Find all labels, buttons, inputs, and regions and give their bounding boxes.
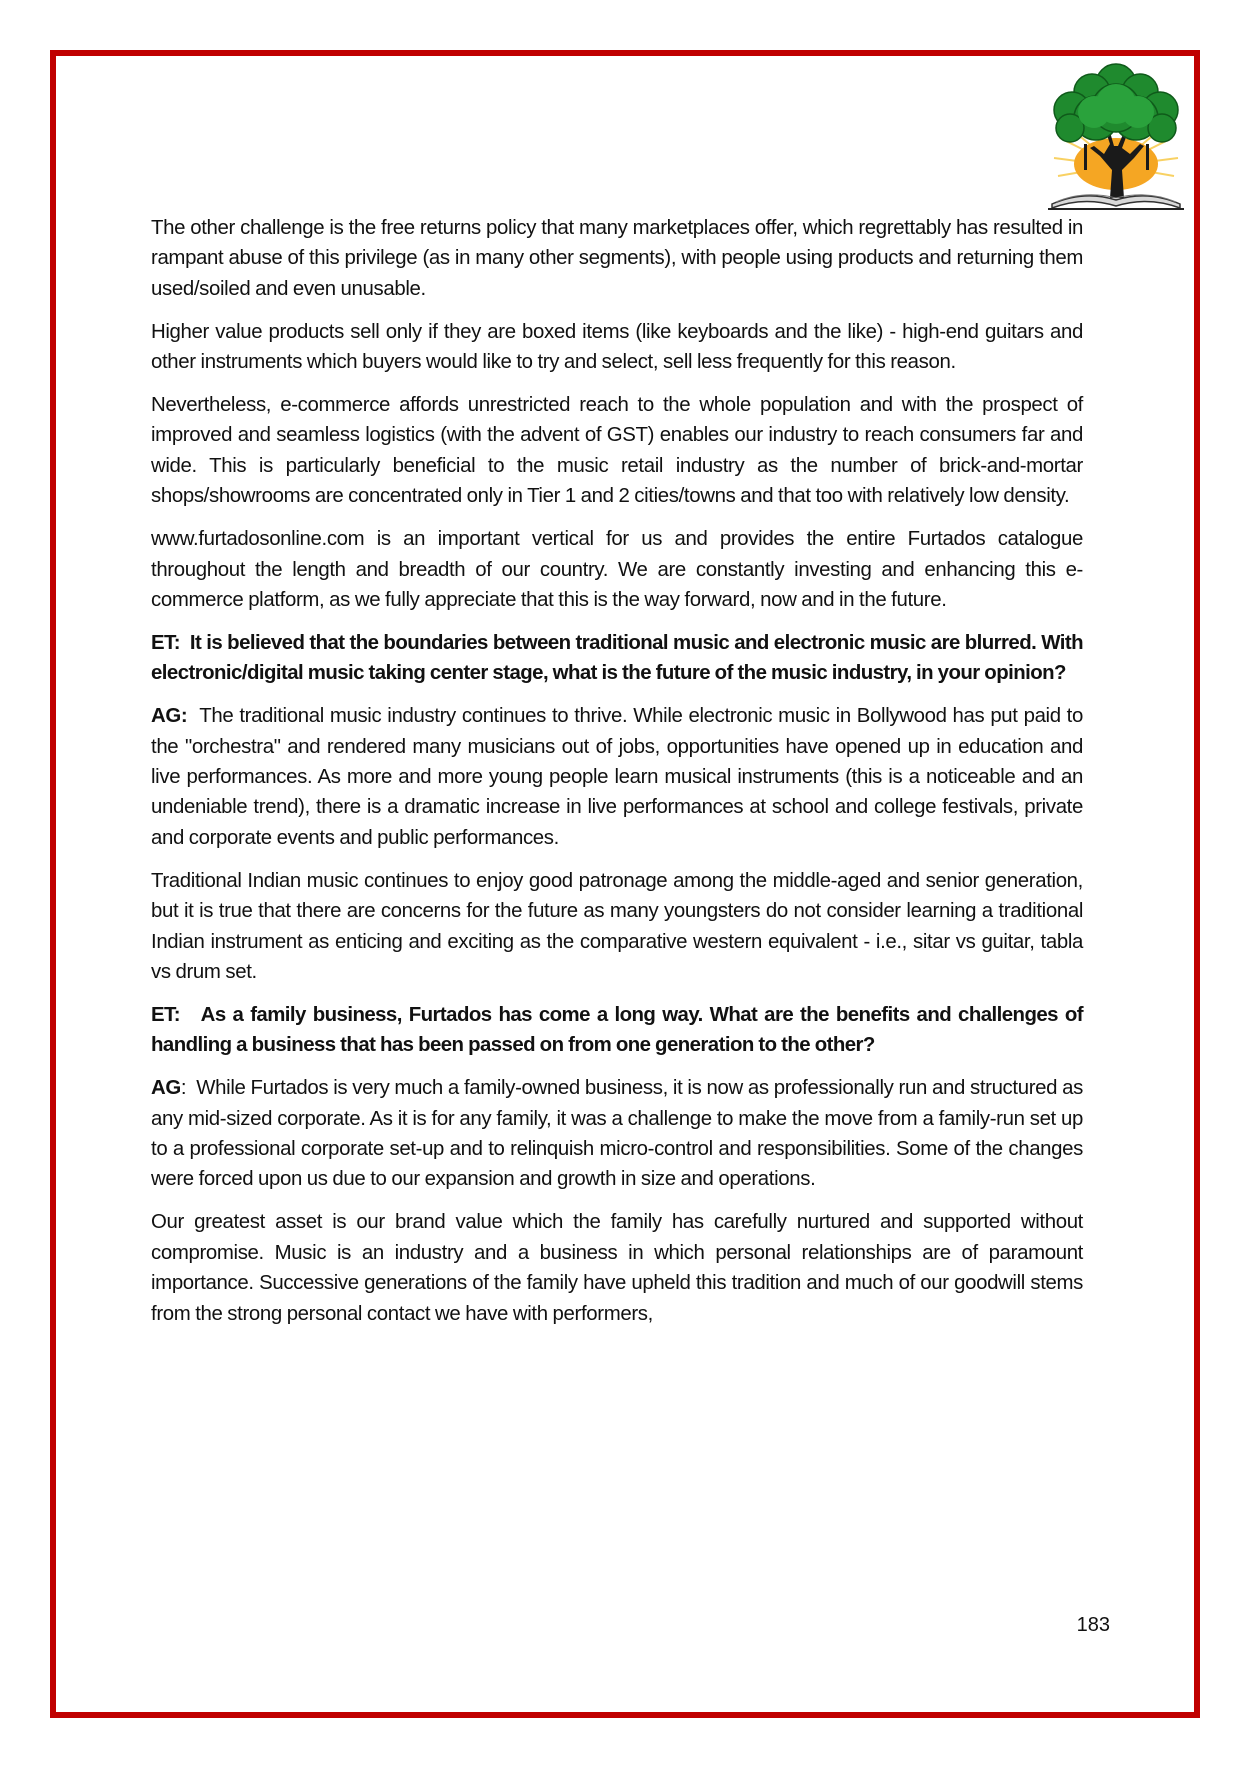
paragraph-indian-music-patronage: Traditional Indian music continues to enjoy good patronage among the middle-aged and senior generation, but it is true that there are concerns for the future as many youngsters do not consider learning a traditional Indian instrument as enticing and exciting as the comparative western equivalent - i.e., sitar vs guitar, tabla vs drum set. xyxy=(151,869,1083,983)
tree-icon xyxy=(1040,58,1192,210)
answer-text: While Furtados is very much a family-owned business, it is now as professionally run and structured as any mid-sized corporate. As it is for any family, it was a challenge to make the move from a family-run set up to a professional corporate set-up and to relinquish micro-control and responsibilities. Some of the changes were forced upon us due to our expansion and growth in size and operations. xyxy=(151,1077,1083,1191)
question-text: It is believed that the boundaries between traditional music and electronic music are blurred. With electronic/digital music taking center stage, what is the future of the music industry, in your opinion? xyxy=(151,631,1084,685)
interview-question-family-business xyxy=(151,1000,1083,1061)
page-number: 183 xyxy=(1076,1614,1110,1636)
tree-book-logo xyxy=(1040,58,1192,210)
interview-answer-family-business xyxy=(151,1073,1083,1195)
article-body xyxy=(151,213,1083,1341)
interview-answer-traditional-music xyxy=(151,701,1083,853)
speaker-separator: : xyxy=(180,1077,187,1100)
answer-text: The traditional music industry continues to thrive. While electronic music in Bollywood has put paid to the "orchestra" and rendered many musicians out of jobs, opportunities have opened up in education and live performances. As more and more young people learn musical instruments (this is a noticeable and an undeniable trend), there is a dramatic increase in live performances at school and college festivals, private and corporate events and public performances. xyxy=(151,705,1083,849)
paragraph-brand-value: Our greatest asset is our brand value which the family has carefully nurtured and supported without compromise. Music is an industry and a business in which personal relationships are of paramount importance. Successive generations of the family have upheld this tradition and much of our goodwill stems from the strong personal contact we have with performers, xyxy=(151,1211,1083,1325)
speaker-label: AG: xyxy=(151,705,188,728)
speaker-label: ET: xyxy=(151,1003,180,1026)
paragraph-returns-policy: The other challenge is the free returns policy that many marketplaces offer, which regrettably has resulted in rampant abuse of this privilege (as in many other segments), with people using products and returning them used/soiled and even unusable. xyxy=(151,217,1083,300)
question-text: As a family business, Furtados has come a long way. What are the benefits and challenges of handling a business that has been passed on from one generation to the other? xyxy=(151,1003,1083,1057)
paragraph-ecommerce-reach: Nevertheless, e-commerce affords unrestricted reach to the whole population and with the prospect of improved and seamless logistics (with the advent of GST) enables our industry to reach consumers far and wide. This is particularly beneficial to the music retail industry as the number of brick-and-mortar shops/showrooms are concentrated only in Tier 1 and 2 cities/towns and that too with relatively low density. xyxy=(151,394,1083,508)
paragraph-furtadosonline: www.furtadosonline.com is an important vertical for us and provides the entire Furtados catalogue throughout the length and breadth of our country. We are constantly investing and enhancing this e-commerce platform, as we fully appreciate that this is the way forward, now and in the future. xyxy=(151,528,1083,611)
interview-question-electronic-music xyxy=(151,628,1083,689)
speaker-label: AG xyxy=(151,1077,181,1100)
paragraph-higher-value-products: Higher value products sell only if they are boxed items (like keyboards and the like) - high-end guitars and other instruments which buyers would like to try and select, sell less frequently for this reason. xyxy=(151,320,1083,374)
speaker-label: ET: xyxy=(151,631,180,654)
